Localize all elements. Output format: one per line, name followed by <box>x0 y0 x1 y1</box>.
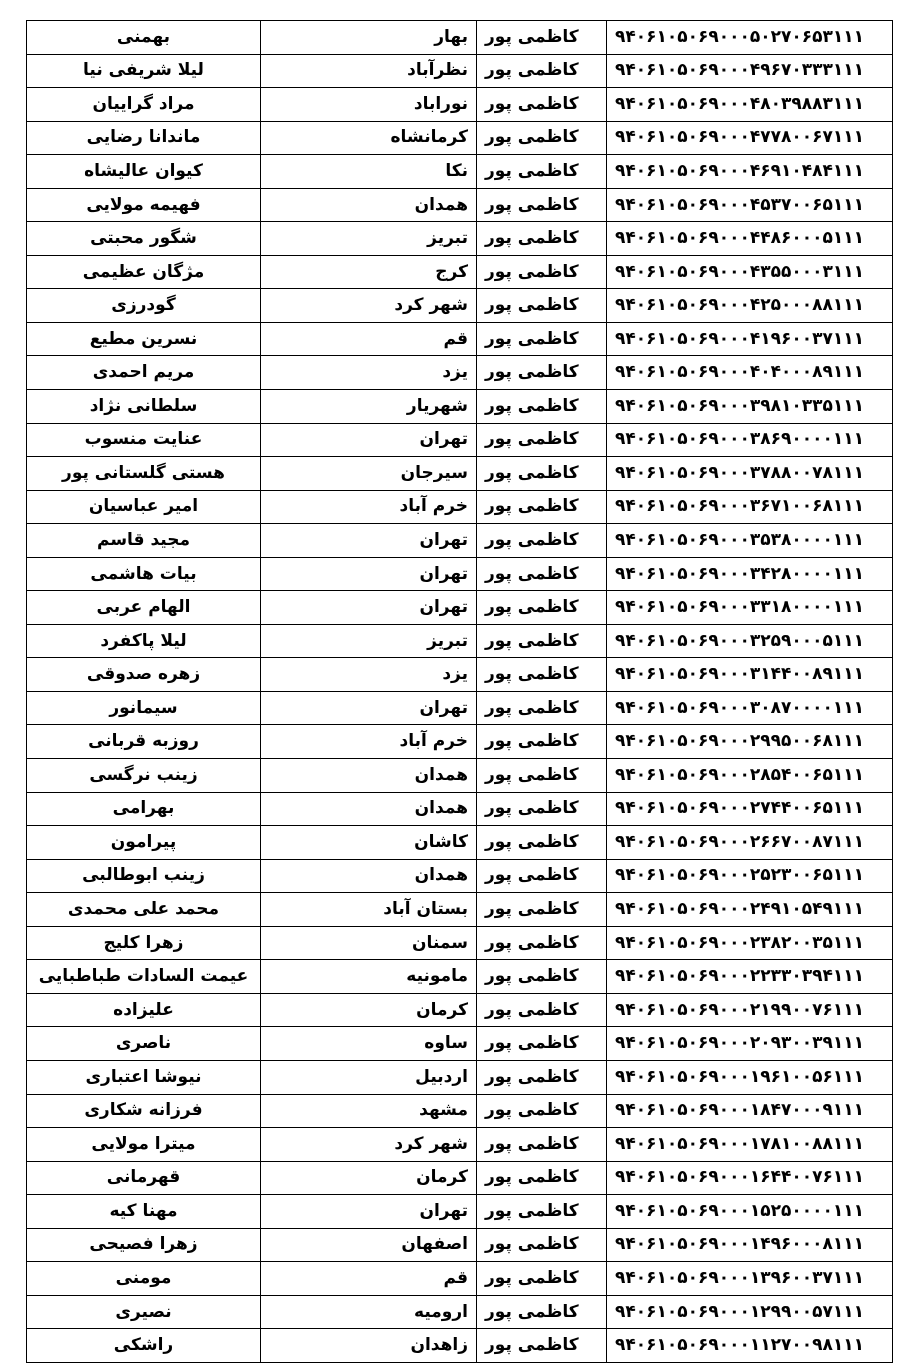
reference-code-cell: ۹۴۰۶۱۰۵۰۶۹۰۰۰۲۰۹۳۰۰۳۹۱۱۱ <box>607 1027 893 1061</box>
city-cell: بهار <box>261 21 477 55</box>
table-row <box>27 356 893 390</box>
table-row <box>27 322 893 356</box>
city-cell: ساوه <box>261 1027 477 1061</box>
reference-code-cell: ۹۴۰۶۱۰۵۰۶۹۰۰۰۱۳۹۶۰۰۳۷۱۱۱ <box>607 1262 893 1296</box>
city-cell: زاهدان <box>261 1329 477 1363</box>
table-row <box>27 557 893 591</box>
records-table-body <box>27 21 893 1363</box>
family-name-cell: کاظمی پور <box>477 1329 607 1363</box>
family-name-cell: کاظمی پور <box>477 759 607 793</box>
reference-code-cell: ۹۴۰۶۱۰۵۰۶۹۰۰۰۳۵۳۸۰۰۰۰۱۱۱ <box>607 524 893 558</box>
city-cell: تهران <box>261 691 477 725</box>
city-cell: نوراباد <box>261 88 477 122</box>
reference-code-cell: ۹۴۰۶۱۰۵۰۶۹۰۰۰۲۷۴۴۰۰۶۵۱۱۱ <box>607 792 893 826</box>
table-row <box>27 591 893 625</box>
person-name-cell: زینب ابوطالبی <box>27 859 261 893</box>
person-name-cell: علیزاده <box>27 993 261 1027</box>
person-name-cell: سیمانور <box>27 691 261 725</box>
reference-code-cell: ۹۴۰۶۱۰۵۰۶۹۰۰۰۲۴۹۱۰۵۴۹۱۱۱ <box>607 893 893 927</box>
table-row <box>27 1094 893 1128</box>
table-row <box>27 926 893 960</box>
family-name-cell: کاظمی پور <box>477 993 607 1027</box>
table-row <box>27 390 893 424</box>
table-row <box>27 490 893 524</box>
table-row <box>27 759 893 793</box>
table-row <box>27 1195 893 1229</box>
family-name-cell: کاظمی پور <box>477 457 607 491</box>
table-row <box>27 1295 893 1329</box>
person-name-cell: میترا مولایی <box>27 1128 261 1162</box>
family-name-cell: کاظمی پور <box>477 21 607 55</box>
reference-code-cell: ۹۴۰۶۱۰۵۰۶۹۰۰۰۴۲۵۰۰۰۸۸۱۱۱ <box>607 289 893 323</box>
city-cell: شهر کرد <box>261 1128 477 1162</box>
reference-code-cell: ۹۴۰۶۱۰۵۰۶۹۰۰۰۴۱۹۶۰۰۳۷۱۱۱ <box>607 322 893 356</box>
person-name-cell: مومنی <box>27 1262 261 1296</box>
family-name-cell: کاظمی پور <box>477 255 607 289</box>
family-name-cell: کاظمی پور <box>477 390 607 424</box>
reference-code-cell: ۹۴۰۶۱۰۵۰۶۹۰۰۰۳۲۵۹۰۰۰۵۱۱۱ <box>607 624 893 658</box>
table-row <box>27 524 893 558</box>
person-name-cell: هستی گلستانی پور <box>27 457 261 491</box>
city-cell: تبریز <box>261 624 477 658</box>
family-name-cell: کاظمی پور <box>477 1195 607 1229</box>
table-row <box>27 255 893 289</box>
family-name-cell: کاظمی پور <box>477 121 607 155</box>
reference-code-cell: ۹۴۰۶۱۰۵۰۶۹۰۰۰۳۶۷۱۰۰۶۸۱۱۱ <box>607 490 893 524</box>
family-name-cell: کاظمی پور <box>477 691 607 725</box>
city-cell: نکا <box>261 155 477 189</box>
person-name-cell: زهره صدوقی <box>27 658 261 692</box>
city-cell: مامونیه <box>261 960 477 994</box>
person-name-cell: راشکی <box>27 1329 261 1363</box>
family-name-cell: کاظمی پور <box>477 624 607 658</box>
person-name-cell: نصیری <box>27 1295 261 1329</box>
city-cell: قم <box>261 322 477 356</box>
family-name-cell: کاظمی پور <box>477 725 607 759</box>
table-row <box>27 1128 893 1162</box>
city-cell: خرم آباد <box>261 725 477 759</box>
table-row <box>27 423 893 457</box>
person-name-cell: محمد علی محمدی <box>27 893 261 927</box>
table-row <box>27 993 893 1027</box>
table-row <box>27 691 893 725</box>
reference-code-cell: ۹۴۰۶۱۰۵۰۶۹۰۰۰۴۰۴۰۰۰۸۹۱۱۱ <box>607 356 893 390</box>
table-row <box>27 859 893 893</box>
family-name-cell: کاظمی پور <box>477 524 607 558</box>
person-name-cell: نیوشا اعتباری <box>27 1060 261 1094</box>
family-name-cell: کاظمی پور <box>477 1295 607 1329</box>
reference-code-cell: ۹۴۰۶۱۰۵۰۶۹۰۰۰۳۱۴۴۰۰۸۹۱۱۱ <box>607 658 893 692</box>
city-cell: تهران <box>261 524 477 558</box>
table-row <box>27 121 893 155</box>
family-name-cell: کاظمی پور <box>477 423 607 457</box>
city-cell: نظرآباد <box>261 54 477 88</box>
family-name-cell: کاظمی پور <box>477 1060 607 1094</box>
table-row <box>27 624 893 658</box>
city-cell: یزد <box>261 356 477 390</box>
reference-code-cell: ۹۴۰۶۱۰۵۰۶۹۰۰۰۴۷۷۸۰۰۶۷۱۱۱ <box>607 121 893 155</box>
reference-code-cell: ۹۴۰۶۱۰۵۰۶۹۰۰۰۵۰۲۷۰۶۵۳۱۱۱ <box>607 21 893 55</box>
person-name-cell: زینب نرگسی <box>27 759 261 793</box>
table-row <box>27 658 893 692</box>
records-table <box>26 20 893 1363</box>
table-row <box>27 21 893 55</box>
reference-code-cell: ۹۴۰۶۱۰۵۰۶۹۰۰۰۲۳۸۲۰۰۳۵۱۱۱ <box>607 926 893 960</box>
table-row <box>27 1228 893 1262</box>
city-cell: سیرجان <box>261 457 477 491</box>
city-cell: یزد <box>261 658 477 692</box>
person-name-cell: زهرا کلیج <box>27 926 261 960</box>
person-name-cell: فهیمه مولایی <box>27 188 261 222</box>
table-row <box>27 457 893 491</box>
family-name-cell: کاظمی پور <box>477 1262 607 1296</box>
family-name-cell: کاظمی پور <box>477 893 607 927</box>
table-row <box>27 1060 893 1094</box>
reference-code-cell: ۹۴۰۶۱۰۵۰۶۹۰۰۰۳۴۲۸۰۰۰۰۱۱۱ <box>607 557 893 591</box>
family-name-cell: کاظمی پور <box>477 1128 607 1162</box>
person-name-cell: عیمت السادات طباطبایی <box>27 960 261 994</box>
person-name-cell: الهام عربی <box>27 591 261 625</box>
table-row <box>27 88 893 122</box>
document-sheet <box>26 20 892 1363</box>
person-name-cell: پیرامون <box>27 826 261 860</box>
city-cell: سمنان <box>261 926 477 960</box>
family-name-cell: کاظمی پور <box>477 155 607 189</box>
person-name-cell: ماندانا رضایی <box>27 121 261 155</box>
city-cell: تبریز <box>261 222 477 256</box>
city-cell: تهران <box>261 1195 477 1229</box>
table-row <box>27 155 893 189</box>
family-name-cell: کاظمی پور <box>477 960 607 994</box>
person-name-cell: قهرمانی <box>27 1161 261 1195</box>
city-cell: اردبیل <box>261 1060 477 1094</box>
family-name-cell: کاظمی پور <box>477 826 607 860</box>
reference-code-cell: ۹۴۰۶۱۰۵۰۶۹۰۰۰۴۴۸۶۰۰۰۵۱۱۱ <box>607 222 893 256</box>
family-name-cell: کاظمی پور <box>477 1027 607 1061</box>
family-name-cell: کاظمی پور <box>477 926 607 960</box>
city-cell: شهریار <box>261 390 477 424</box>
person-name-cell: روزبه قربانی <box>27 725 261 759</box>
person-name-cell: بهمنی <box>27 21 261 55</box>
person-name-cell: مریم احمدی <box>27 356 261 390</box>
city-cell: کاشان <box>261 826 477 860</box>
city-cell: همدان <box>261 759 477 793</box>
table-row <box>27 960 893 994</box>
person-name-cell: بهرامی <box>27 792 261 826</box>
family-name-cell: کاظمی پور <box>477 188 607 222</box>
family-name-cell: کاظمی پور <box>477 557 607 591</box>
city-cell: تهران <box>261 557 477 591</box>
city-cell: مشهد <box>261 1094 477 1128</box>
family-name-cell: کاظمی پور <box>477 356 607 390</box>
city-cell: ارومیه <box>261 1295 477 1329</box>
reference-code-cell: ۹۴۰۶۱۰۵۰۶۹۰۰۰۲۶۶۷۰۰۸۷۱۱۱ <box>607 826 893 860</box>
person-name-cell: امیر عباسیان <box>27 490 261 524</box>
city-cell: کرمان <box>261 993 477 1027</box>
reference-code-cell: ۹۴۰۶۱۰۵۰۶۹۰۰۰۳۸۶۹۰۰۰۰۱۱۱ <box>607 423 893 457</box>
person-name-cell: گودرزی <box>27 289 261 323</box>
city-cell: تهران <box>261 591 477 625</box>
reference-code-cell: ۹۴۰۶۱۰۵۰۶۹۰۰۰۱۸۴۷۰۰۰۹۱۱۱ <box>607 1094 893 1128</box>
reference-code-cell: ۹۴۰۶۱۰۵۰۶۹۰۰۰۲۱۹۹۰۰۷۶۱۱۱ <box>607 993 893 1027</box>
table-row <box>27 54 893 88</box>
family-name-cell: کاظمی پور <box>477 792 607 826</box>
table-row <box>27 1262 893 1296</box>
table-row <box>27 1161 893 1195</box>
person-name-cell: بیات هاشمی <box>27 557 261 591</box>
reference-code-cell: ۹۴۰۶۱۰۵۰۶۹۰۰۰۳۰۸۷۰۰۰۰۱۱۱ <box>607 691 893 725</box>
reference-code-cell: ۹۴۰۶۱۰۵۰۶۹۰۰۰۱۹۶۱۰۰۵۶۱۱۱ <box>607 1060 893 1094</box>
reference-code-cell: ۹۴۰۶۱۰۵۰۶۹۰۰۰۲۹۹۵۰۰۶۸۱۱۱ <box>607 725 893 759</box>
person-name-cell: فرزانه شکاری <box>27 1094 261 1128</box>
reference-code-cell: ۹۴۰۶۱۰۵۰۶۹۰۰۰۱۴۹۶۰۰۰۸۱۱۱ <box>607 1228 893 1262</box>
family-name-cell: کاظمی پور <box>477 289 607 323</box>
reference-code-cell: ۹۴۰۶۱۰۵۰۶۹۰۰۰۴۳۵۵۰۰۰۳۱۱۱ <box>607 255 893 289</box>
family-name-cell: کاظمی پور <box>477 322 607 356</box>
family-name-cell: کاظمی پور <box>477 222 607 256</box>
table-row <box>27 1329 893 1363</box>
reference-code-cell: ۹۴۰۶۱۰۵۰۶۹۰۰۰۳۹۸۱۰۳۳۵۱۱۱ <box>607 390 893 424</box>
person-name-cell: زهرا فصیحی <box>27 1228 261 1262</box>
family-name-cell: کاظمی پور <box>477 1161 607 1195</box>
family-name-cell: کاظمی پور <box>477 88 607 122</box>
family-name-cell: کاظمی پور <box>477 1094 607 1128</box>
person-name-cell: شگور محبتی <box>27 222 261 256</box>
table-row <box>27 725 893 759</box>
person-name-cell: ناصری <box>27 1027 261 1061</box>
person-name-cell: کیوان عالیشاه <box>27 155 261 189</box>
family-name-cell: کاظمی پور <box>477 658 607 692</box>
person-name-cell: نسرین مطیع <box>27 322 261 356</box>
city-cell: بستان آباد <box>261 893 477 927</box>
person-name-cell: مجید قاسم <box>27 524 261 558</box>
city-cell: همدان <box>261 792 477 826</box>
table-row <box>27 289 893 323</box>
table-row <box>27 792 893 826</box>
reference-code-cell: ۹۴۰۶۱۰۵۰۶۹۰۰۰۱۵۲۵۰۰۰۰۱۱۱ <box>607 1195 893 1229</box>
city-cell: همدان <box>261 859 477 893</box>
family-name-cell: کاظمی پور <box>477 1228 607 1262</box>
reference-code-cell: ۹۴۰۶۱۰۵۰۶۹۰۰۰۲۸۵۴۰۰۶۵۱۱۱ <box>607 759 893 793</box>
person-name-cell: سلطانی نژاد <box>27 390 261 424</box>
reference-code-cell: ۹۴۰۶۱۰۵۰۶۹۰۰۰۱۲۹۹۰۰۵۷۱۱۱ <box>607 1295 893 1329</box>
reference-code-cell: ۹۴۰۶۱۰۵۰۶۹۰۰۰۳۷۸۸۰۰۷۸۱۱۱ <box>607 457 893 491</box>
table-row <box>27 1027 893 1061</box>
person-name-cell: مهنا کیه <box>27 1195 261 1229</box>
person-name-cell: لیلا شریفی نیا <box>27 54 261 88</box>
reference-code-cell: ۹۴۰۶۱۰۵۰۶۹۰۰۰۱۱۲۷۰۰۹۸۱۱۱ <box>607 1329 893 1363</box>
city-cell: شهر کرد <box>261 289 477 323</box>
reference-code-cell: ۹۴۰۶۱۰۵۰۶۹۰۰۰۱۷۸۱۰۰۸۸۱۱۱ <box>607 1128 893 1162</box>
city-cell: کرمانشاه <box>261 121 477 155</box>
reference-code-cell: ۹۴۰۶۱۰۵۰۶۹۰۰۰۴۵۳۷۰۰۶۵۱۱۱ <box>607 188 893 222</box>
reference-code-cell: ۹۴۰۶۱۰۵۰۶۹۰۰۰۲۵۲۳۰۰۶۵۱۱۱ <box>607 859 893 893</box>
city-cell: کرمان <box>261 1161 477 1195</box>
table-row <box>27 893 893 927</box>
person-name-cell: لیلا پاکفرد <box>27 624 261 658</box>
city-cell: تهران <box>261 423 477 457</box>
family-name-cell: کاظمی پور <box>477 859 607 893</box>
city-cell: همدان <box>261 188 477 222</box>
family-name-cell: کاظمی پور <box>477 490 607 524</box>
reference-code-cell: ۹۴۰۶۱۰۵۰۶۹۰۰۰۲۲۳۳۰۳۹۴۱۱۱ <box>607 960 893 994</box>
table-row <box>27 188 893 222</box>
city-cell: خرم آباد <box>261 490 477 524</box>
table-row <box>27 222 893 256</box>
table-row <box>27 826 893 860</box>
city-cell: کرج <box>261 255 477 289</box>
city-cell: قم <box>261 1262 477 1296</box>
person-name-cell: مراد گراییان <box>27 88 261 122</box>
reference-code-cell: ۹۴۰۶۱۰۵۰۶۹۰۰۰۳۳۱۸۰۰۰۰۱۱۱ <box>607 591 893 625</box>
family-name-cell: کاظمی پور <box>477 54 607 88</box>
person-name-cell: عنایت منسوب <box>27 423 261 457</box>
person-name-cell: مژگان عظیمی <box>27 255 261 289</box>
reference-code-cell: ۹۴۰۶۱۰۵۰۶۹۰۰۰۴۶۹۱۰۴۸۴۱۱۱ <box>607 155 893 189</box>
family-name-cell: کاظمی پور <box>477 591 607 625</box>
reference-code-cell: ۹۴۰۶۱۰۵۰۶۹۰۰۰۴۸۰۳۹۸۸۳۱۱۱ <box>607 88 893 122</box>
reference-code-cell: ۹۴۰۶۱۰۵۰۶۹۰۰۰۱۶۴۴۰۰۷۶۱۱۱ <box>607 1161 893 1195</box>
reference-code-cell: ۹۴۰۶۱۰۵۰۶۹۰۰۰۴۹۶۷۰۳۳۳۱۱۱ <box>607 54 893 88</box>
city-cell: اصفهان <box>261 1228 477 1262</box>
